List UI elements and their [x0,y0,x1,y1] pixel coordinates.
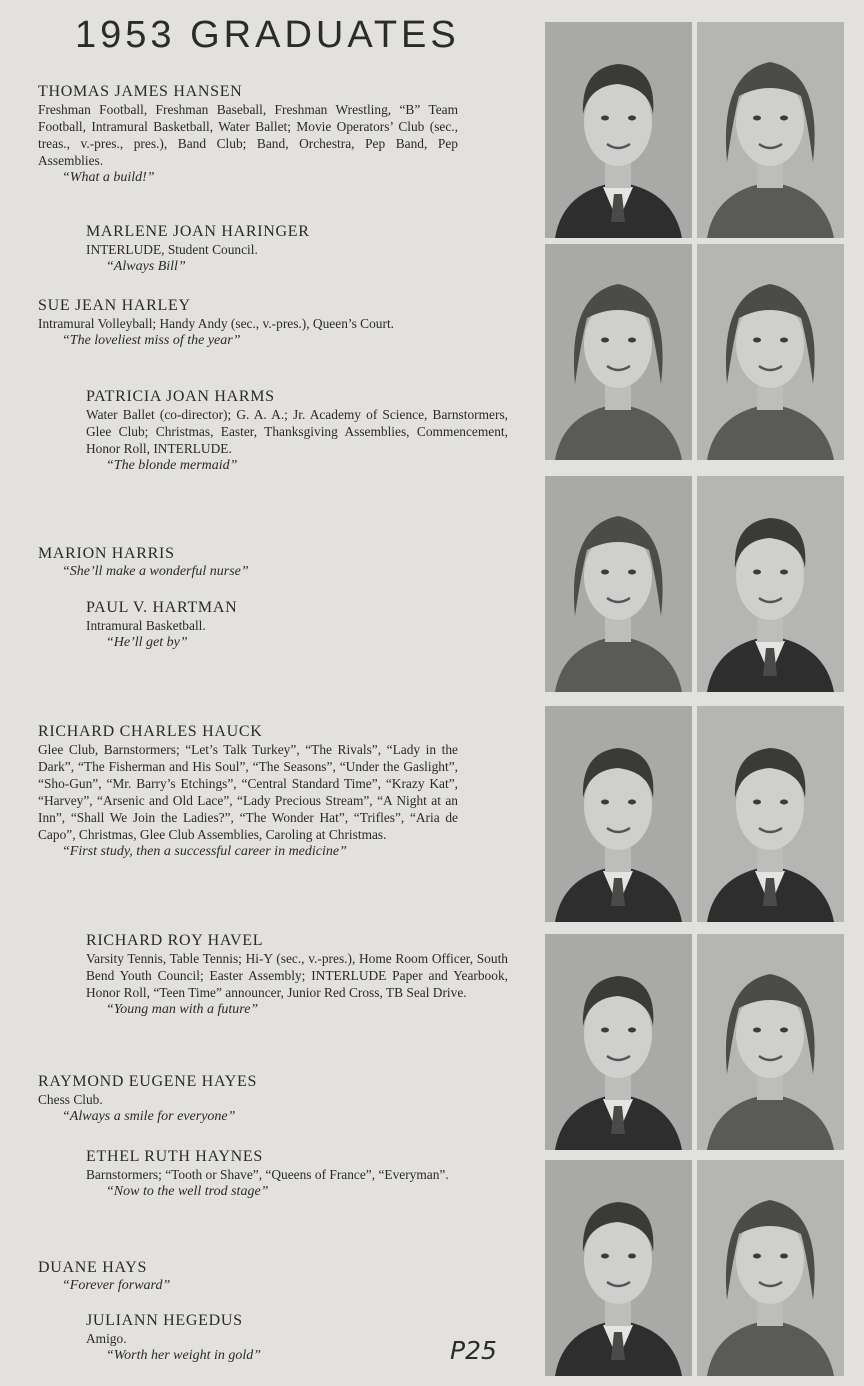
graduate-name: RICHARD ROY HAVEL [86,932,264,949]
graduate-quote: “Young man with a future” [106,1002,259,1017]
portrait-photo [545,1160,692,1376]
graduate-name: MARLENE JOAN HARINGER [86,223,310,240]
graduate-name: PAUL V. HARTMAN [86,599,238,616]
graduate-quote: “The blonde mermaid” [106,458,238,473]
portrait-photo [697,706,844,922]
graduate-name: SUE JEAN HARLEY [38,297,191,314]
graduate-entry [38,296,458,350]
graduate-name: ETHEL RUTH HAYNES [86,1148,263,1165]
graduate-name: RICHARD CHARLES HAUCK [38,723,263,740]
graduate-activities: Water Ballet (co-director); G. A. A.; Jr. Academy of Science, Barnstormers, Glee Club; Christmas, Easter, Thanksgiving Assemblies, Commencement, Honor Roll, INTERLUDE. [86,407,508,456]
graduate-name: JULIANN HEGEDUS [86,1312,243,1329]
graduate-name: PATRICIA JOAN HARMS [86,388,275,405]
graduate-name: THOMAS JAMES HANSEN [38,83,243,100]
page-number: P25 [450,1336,497,1365]
graduate-quote: “He’ll get by” [106,635,188,650]
graduate-entry [86,1147,508,1201]
portrait-photo [697,934,844,1150]
graduate-activities: Intramural Basketball. [86,618,206,633]
graduate-quote: “The loveliest miss of the year” [62,333,241,348]
graduate-entry [86,1311,508,1365]
graduate-entry [38,82,458,187]
graduate-activities: Glee Club, Barnstormers; “Let’s Talk Turkey”, “The Rivals”, “Lady in the Dark”, “The Fisherman and His Soul”, “The Seasons”, “Under the Gaslight”, “Sho-Gun”, “Mr. Barry’s Etchings”, “Central Standard Time”, “Krazy Kat”, “Harvey”, “Arsenic and Old Lace”, “Lady Precious Stream”, “A Night at an Inn”, “Shall We Join the Ladies?”, “The Wonder Hat”, “Trifles”, “Aria de Capo”, Christmas, Glee Club Assemblies, Caroling at Christmas. [38,742,458,842]
graduate-entry [38,1072,458,1126]
graduate-entry [86,931,508,1019]
graduate-activities: INTERLUDE, Student Council. [86,242,258,257]
portrait-photo [697,1160,844,1376]
graduate-name: MARION HARRIS [38,545,175,562]
portrait-photo [545,934,692,1150]
graduate-activities: Freshman Football, Freshman Baseball, Freshman Wrestling, “B” Team Football, Intramural Basketball, Water Ballet; Movie Operators’ Club (sec., treas., v.-pres., pres.), Band Club; Band, Orchestra, Pep Band, Pep Assemblies. [38,102,458,168]
graduate-activities: Barnstormers; “Tooth or Shave”, “Queens of France”, “Everyman”. [86,1167,449,1182]
portrait-photo [545,706,692,922]
graduate-quote: “Forever forward” [62,1278,171,1293]
portrait-photo [545,476,692,692]
graduate-quote: “She’ll make a wonderful nurse” [62,564,249,579]
graduate-entry [86,387,508,475]
graduate-quote: “Now to the well trod stage” [106,1184,269,1199]
graduate-quote: “What a build!” [62,170,155,185]
portrait-photo [545,22,692,238]
portrait-photo [545,244,692,460]
graduate-quote: “First study, then a successful career in medicine” [62,844,347,859]
graduate-entry [86,598,508,652]
portrait-photo [697,22,844,238]
graduate-quote: “Worth her weight in gold” [106,1348,262,1363]
graduate-activities: Varsity Tennis, Table Tennis; Hi-Y (sec., v.-pres.), Home Room Officer, South Bend Youth Council; Easter Assembly; INTERLUDE Paper and Yearbook, Honor Roll, “Teen Time” announcer, Junior Red Cross, TB Seal Drive. [86,951,508,1000]
portrait-photo [697,244,844,460]
graduate-entry [86,222,508,276]
graduate-entry [38,722,458,861]
graduate-activities: Chess Club. [38,1092,103,1107]
graduate-activities: Amigo. [86,1331,127,1346]
graduate-name: RAYMOND EUGENE HAYES [38,1073,258,1090]
page-title: 1953 GRADUATES [75,14,460,56]
graduate-quote: “Always Bill” [106,259,186,274]
graduate-activities: Intramural Volleyball; Handy Andy (sec., v.-pres.), Queen’s Court. [38,316,395,331]
graduate-entry [38,544,458,581]
graduate-entry [38,1258,458,1295]
portrait-photo [697,476,844,692]
graduate-quote: “Always a smile for everyone” [62,1109,236,1124]
graduate-name: DUANE HAYS [38,1259,148,1276]
